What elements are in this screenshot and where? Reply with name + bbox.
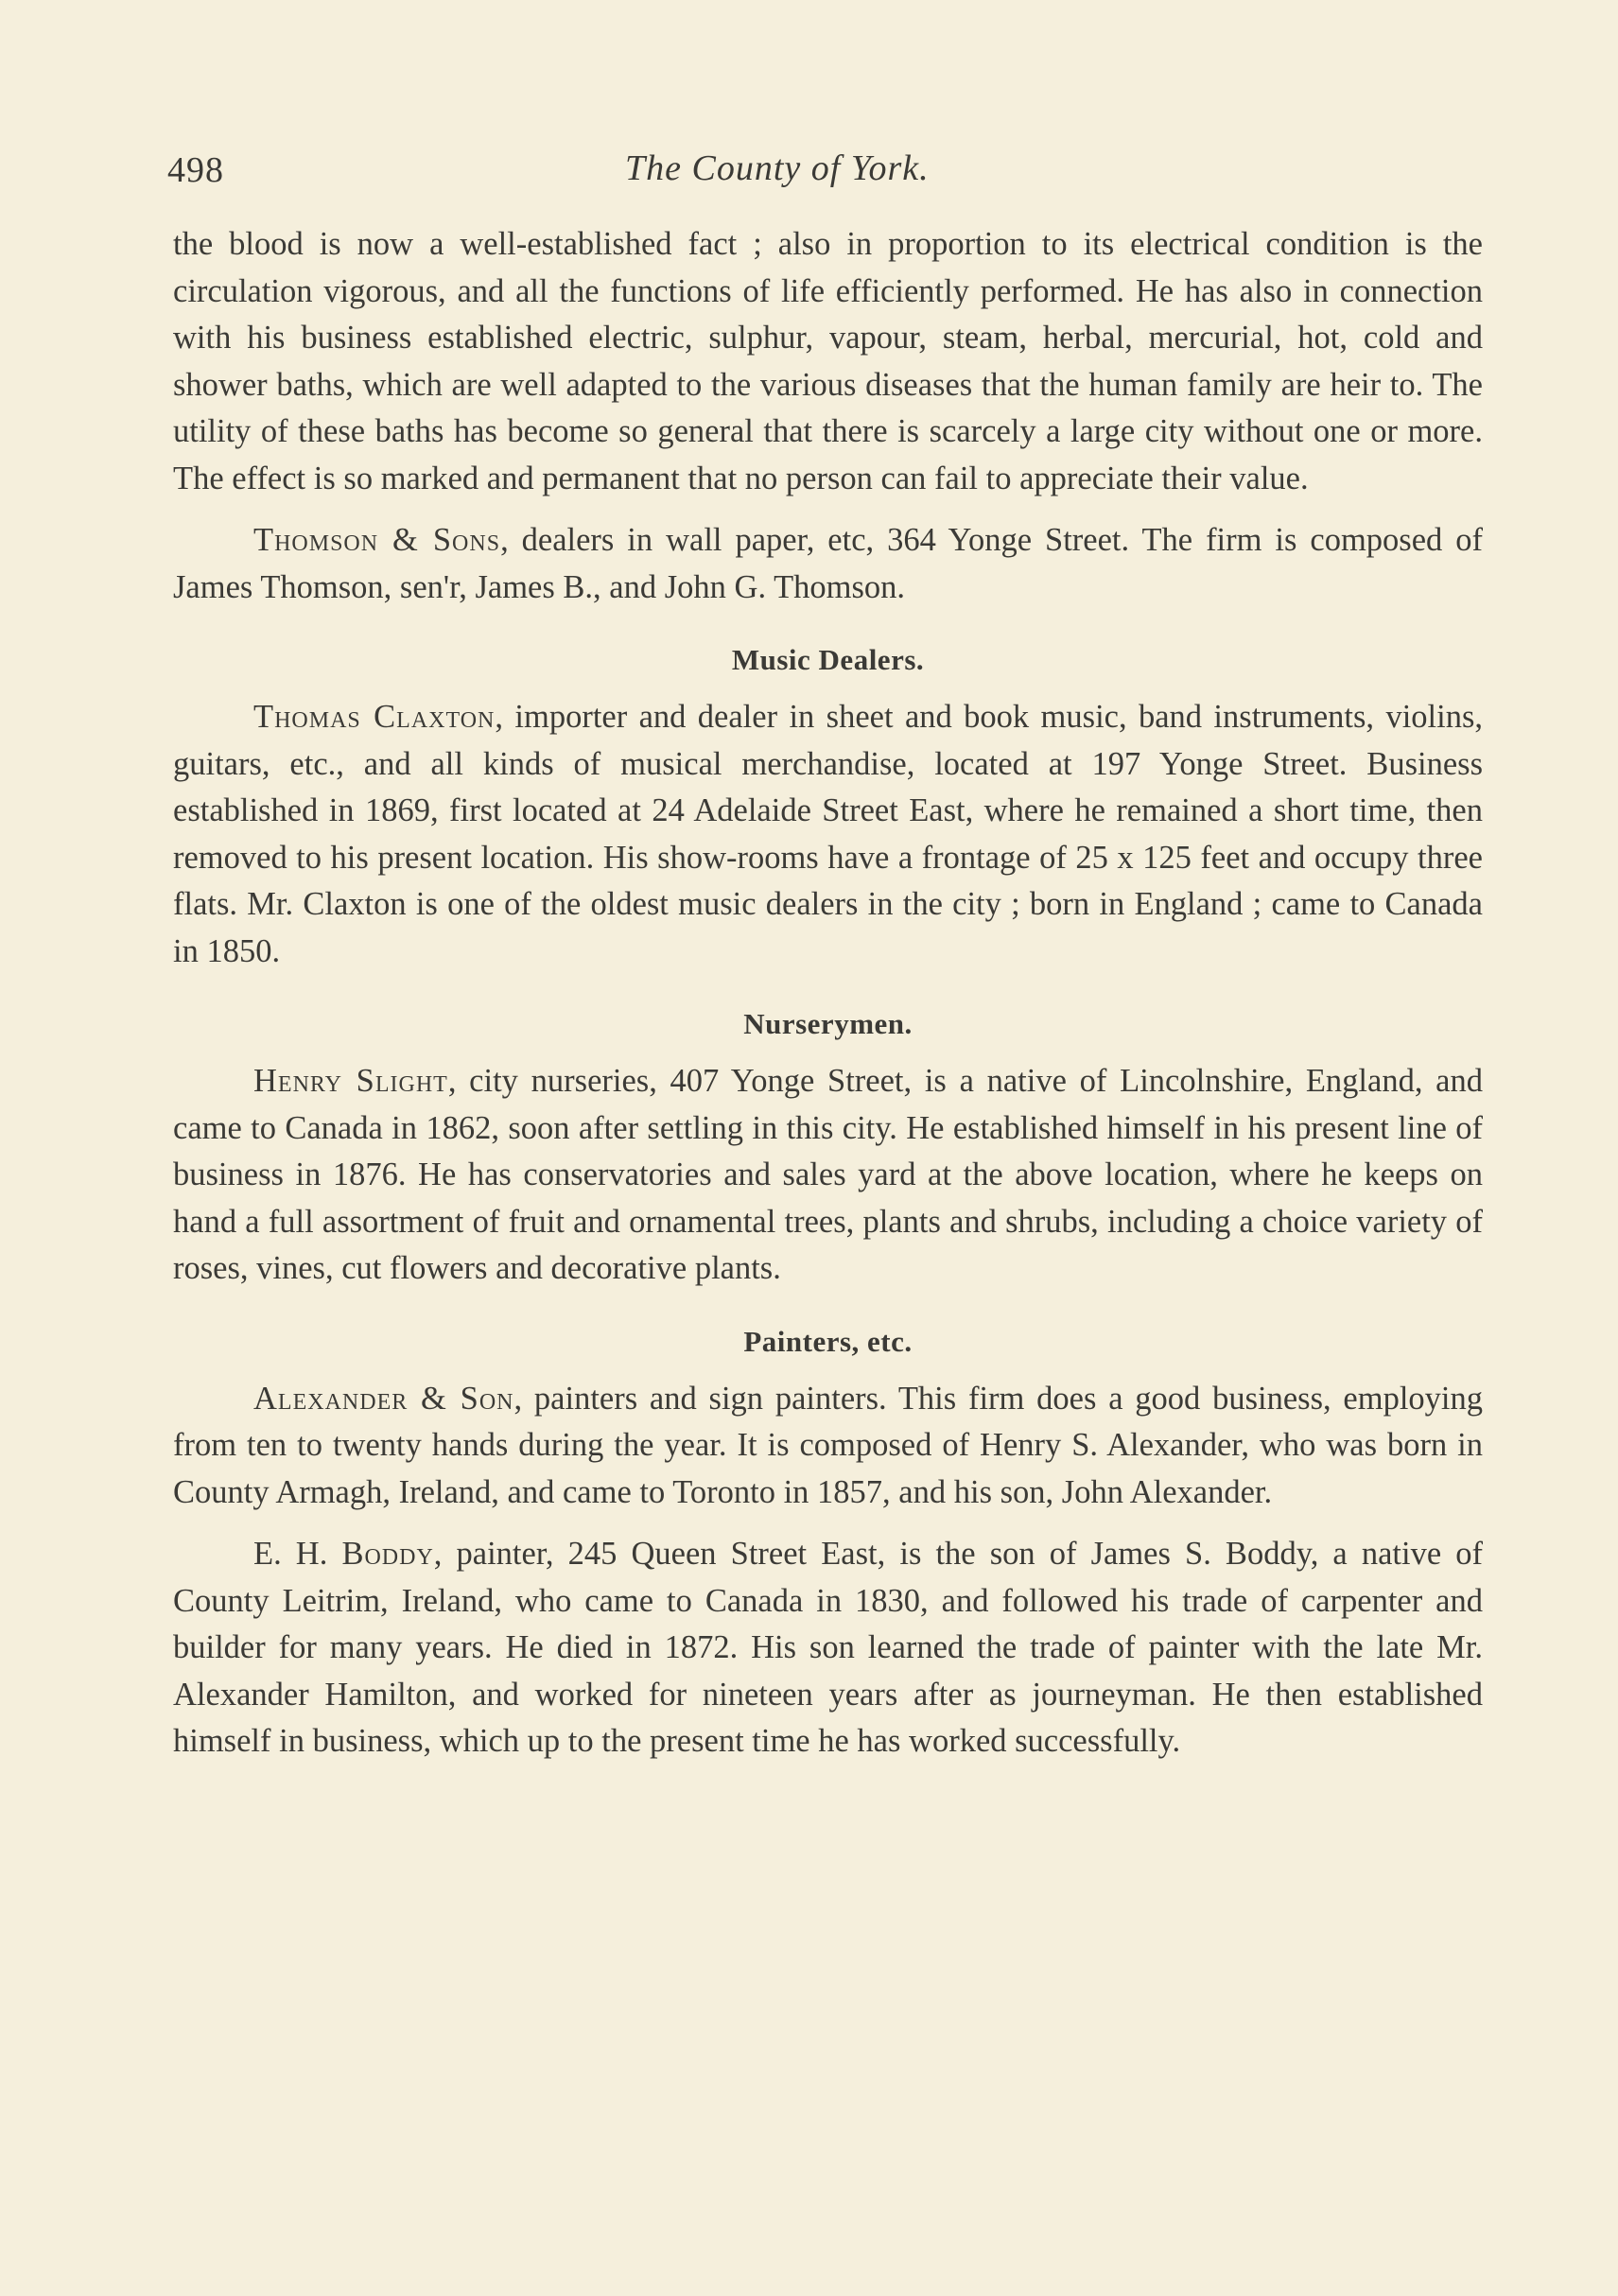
entry-prefix: E. H. <box>253 1536 342 1572</box>
entry-thomson-sons <box>173 517 1483 611</box>
entry-eh-boddy <box>173 1531 1483 1765</box>
book-page <box>167 142 1484 1765</box>
entry-text: , dealers in wall paper, etc, 364 Yonge Street. The firm is composed of James Thomson, sen'r, James B., and John G. Thomson. <box>173 522 1483 605</box>
entry-name: Thomson & Sons <box>253 522 501 558</box>
continuation-paragraph: the blood is now a well-established fact ; also in proportion to its electrical condition is the circulation vigorous, and all the functions of life efficiently performed. He has also in connection with his business established electric, sulphur, vapour, steam, herbal, mercurial, hot, cold and shower baths, which are well adapted to the various diseases that the human family are heir to. The utility of these baths has become so general that there is scarcely a large city without one or more. The effect is so marked and permanent that no person can fail to appreciate their value. <box>173 226 1483 496</box>
entry-thomas-claxton <box>173 694 1483 975</box>
entry-henry-slight <box>173 1058 1483 1293</box>
section-heading-nurserymen: Nurserymen. <box>743 1007 913 1040</box>
entry-name: Thomas Claxton <box>253 699 496 735</box>
body-text <box>173 221 1483 1765</box>
entry-name: Henry Slight <box>253 1063 448 1099</box>
entry-text: , city nurseries, 407 Yonge Street, is a native of Lincolnshire, England, and came to Canada in 1862, soon after settling in this city. He established himself in his present line of business in 1876. He has conservatories and sales yard at the above location, where he keeps on hand a full assortment of fruit and ornamental trees, plants and shrubs, including a choice variety of roses, vines, cut flowers and decorative plants. <box>173 1063 1483 1286</box>
running-head <box>167 142 1483 208</box>
section-heading-painters: Painters, etc. <box>743 1324 913 1358</box>
entry-text: , importer and dealer in sheet and book music, band instruments, violins, guitars, etc., and all kinds of musical merchandise, located at 197 Yonge Street. Business established in 1869, first located at 24 Adelaide Street East, where he remained a short time, then removed to his present location. His show-rooms have a frontage of 25 x 125 feet and occupy three flats. Mr. Claxton is one of the oldest music dealers in the city ; born in England ; came to Canada in 1850. <box>173 699 1484 969</box>
entry-text: , painter, 245 Queen Street East, is the son of James S. Boddy, a native of County Leitrim, Ireland, who came to Canada in 1830, and followed his trade of carpenter and builder for many years. He died in 1872. His son learned the trade of painter with the late Mr. Alexander Hamilton, and worked for nineteen years after as journeyman. He then established himself in business, which up to the present time he has worked successfully. <box>173 1536 1483 1759</box>
section-heading-music-dealers: Music Dealers. <box>731 643 925 676</box>
entry-name: Alexander & Son <box>253 1380 514 1417</box>
entry-name: Boddy <box>341 1536 434 1572</box>
entry-alexander-son <box>173 1376 1483 1517</box>
running-title: The County of York. <box>625 148 930 188</box>
entry-text: , painters and sign painters. This firm does a good business, employing from ten to twenty hands during the year. It is composed of Henry S. Alexander, who was born in County Armagh, Ireland, and came to Toronto in 1857, and his son, John Alexander. <box>173 1380 1484 1510</box>
page-number: 498 <box>167 150 224 190</box>
